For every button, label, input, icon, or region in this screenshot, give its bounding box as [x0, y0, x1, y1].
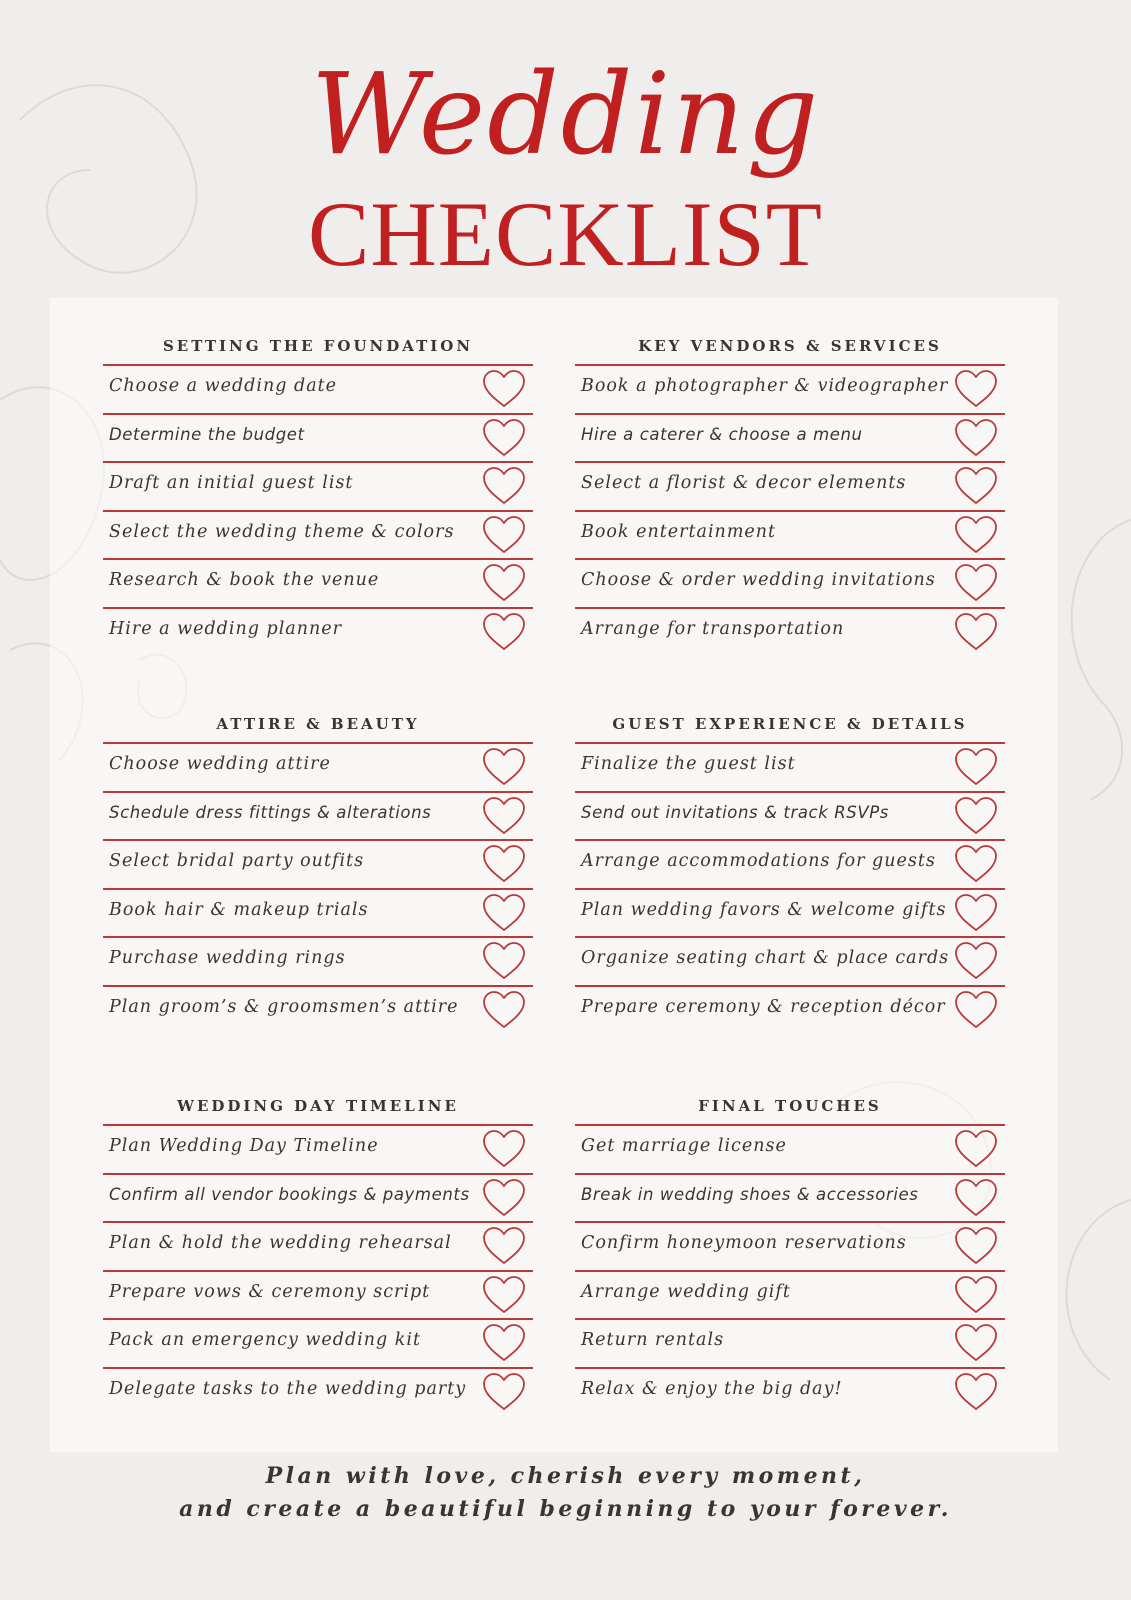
heart-checkbox-icon[interactable] — [481, 1275, 527, 1315]
footer-line-2: and create a beautiful beginning to your forever. — [179, 1496, 952, 1522]
heart-checkbox-icon[interactable] — [953, 1372, 999, 1412]
heart-checkbox-icon[interactable] — [953, 612, 999, 652]
section-guest-experience-details — [575, 716, 1005, 1033]
checklist-item-label: Confirm all vendor bookings & payments — [109, 1184, 470, 1204]
section-final-touches — [575, 1098, 1005, 1415]
checklist-item[interactable] — [575, 558, 1005, 607]
heart-checkbox-icon[interactable] — [481, 844, 527, 884]
checklist-item-label: Determine the budget — [109, 424, 305, 444]
checklist-item-label: Arrange wedding gift — [581, 1281, 791, 1302]
heart-checkbox-icon[interactable] — [953, 844, 999, 884]
checklist-item-label: Book hair & makeup trials — [109, 899, 369, 920]
heart-checkbox-icon[interactable] — [953, 1275, 999, 1315]
checklist-item-label: Return rentals — [581, 1330, 725, 1350]
checklist-item-label: Get marriage license — [581, 1136, 787, 1156]
checklist-item-label: Organize seating chart & place cards — [581, 948, 950, 968]
checklist-item[interactable] — [575, 1221, 1005, 1270]
heart-checkbox-icon[interactable] — [953, 941, 999, 981]
section-title: GUEST EXPERIENCE & DETAILS — [612, 715, 968, 733]
checklist-item-label: Send out invitations & track RSVPs — [581, 802, 890, 822]
checklist-item-label: Schedule dress fittings & alterations — [109, 802, 432, 822]
heart-checkbox-icon[interactable] — [953, 563, 999, 603]
heart-checkbox-icon[interactable] — [481, 418, 527, 458]
heart-checkbox-icon[interactable] — [481, 563, 527, 603]
checklist-item[interactable] — [103, 510, 533, 559]
heart-checkbox-icon[interactable] — [953, 796, 999, 836]
section-title: KEY VENDORS & SERVICES — [638, 337, 942, 355]
checklist-item-label: Plan Wedding Day Timeline — [109, 1136, 379, 1156]
checklist-item[interactable] — [575, 791, 1005, 840]
checklist-item-label: Break in wedding shoes & accessories — [581, 1184, 919, 1204]
checklist-item-label: Hire a wedding planner — [109, 618, 343, 639]
heart-checkbox-icon[interactable] — [953, 1129, 999, 1169]
checklist-item[interactable] — [575, 1367, 1005, 1416]
title-script: Wedding — [310, 50, 821, 180]
checklist-item-label: Research & book the venue — [109, 570, 380, 590]
checklist-item-label: Prepare vows & ceremony script — [109, 1281, 431, 1302]
section-setting-the-foundation — [103, 338, 533, 655]
heart-checkbox-icon[interactable] — [481, 990, 527, 1030]
heart-checkbox-icon[interactable] — [953, 1178, 999, 1218]
checklist-item-label: Choose & order wedding invitations — [581, 570, 936, 590]
heart-checkbox-icon[interactable] — [953, 893, 999, 933]
section-title: ATTIRE & BEAUTY — [216, 715, 420, 733]
heart-checkbox-icon[interactable] — [953, 418, 999, 458]
heart-checkbox-icon[interactable] — [953, 515, 999, 555]
checklist-item-label: Book entertainment — [581, 521, 777, 542]
checklist-item-label: Plan & hold the wedding rehearsal — [109, 1233, 452, 1253]
heart-checkbox-icon[interactable] — [481, 1178, 527, 1218]
section-wedding-day-timeline — [103, 1098, 533, 1415]
checklist-item[interactable] — [575, 364, 1005, 413]
checklist-item[interactable] — [575, 742, 1005, 791]
heart-checkbox-icon[interactable] — [953, 369, 999, 409]
checklist-item-label: Delegate tasks to the wedding party — [109, 1378, 467, 1399]
checklist-item-label: Draft an initial guest list — [109, 473, 354, 493]
checklist-item[interactable] — [575, 607, 1005, 656]
checklist-item[interactable] — [575, 985, 1005, 1034]
checklist-item[interactable] — [575, 888, 1005, 937]
section-title: FINAL TOUCHES — [698, 1097, 882, 1115]
checklist-item-label: Choose a wedding date — [109, 376, 338, 396]
heart-checkbox-icon[interactable] — [481, 893, 527, 933]
checklist-item[interactable] — [103, 936, 533, 985]
checklist-item-label: Arrange accommodations for guests — [581, 851, 936, 871]
footer-line-1: Plan with love, cherish every moment, — [265, 1463, 866, 1489]
checklist-item[interactable] — [103, 461, 533, 510]
section-title: WEDDING DAY TIMELINE — [177, 1097, 459, 1115]
checklist-item-label: Purchase wedding rings — [109, 948, 346, 968]
checklist-item[interactable] — [575, 1124, 1005, 1173]
heart-checkbox-icon[interactable] — [481, 1372, 527, 1412]
checklist-item[interactable] — [103, 1221, 533, 1270]
checklist-item[interactable] — [103, 1318, 533, 1367]
checklist-item[interactable] — [103, 839, 533, 888]
checklist-item-label: Confirm honeymoon reservations — [581, 1233, 907, 1253]
heart-checkbox-icon[interactable] — [481, 369, 527, 409]
section-title: SETTING THE FOUNDATION — [162, 337, 474, 355]
checklist-item[interactable] — [103, 1270, 533, 1319]
checklist-item[interactable] — [103, 558, 533, 607]
heart-checkbox-icon[interactable] — [953, 466, 999, 506]
checklist-item-label: Hire a caterer & choose a menu — [581, 424, 863, 444]
section-key-vendors-services — [575, 338, 1005, 655]
checklist-item-label: Select bridal party outfits — [109, 851, 365, 871]
heart-checkbox-icon[interactable] — [481, 1323, 527, 1363]
heart-checkbox-icon[interactable] — [953, 1226, 999, 1266]
checklist-item[interactable] — [103, 888, 533, 937]
checklist-item-label: Pack an emergency wedding kit — [109, 1330, 422, 1350]
checklist-item-label: Relax & enjoy the big day! — [581, 1378, 843, 1399]
checklist-item-label: Arrange for transportation — [581, 618, 845, 639]
checklist-item-label: Choose wedding attire — [109, 754, 331, 774]
heart-checkbox-icon[interactable] — [481, 747, 527, 787]
heart-checkbox-icon[interactable] — [953, 1323, 999, 1363]
checklist-item[interactable] — [103, 364, 533, 413]
checklist-item-label: Plan wedding favors & welcome gifts — [581, 899, 947, 920]
checklist-item[interactable] — [103, 413, 533, 462]
checklist-item[interactable] — [575, 1173, 1005, 1222]
checklist-item[interactable] — [575, 413, 1005, 462]
checklist-item[interactable] — [103, 1367, 533, 1416]
heart-checkbox-icon[interactable] — [481, 1226, 527, 1266]
title-main: CHECKLIST — [308, 183, 823, 285]
heart-checkbox-icon[interactable] — [481, 941, 527, 981]
footer-quote — [0, 1460, 1131, 1526]
checklist-item[interactable] — [575, 461, 1005, 510]
checklist-item[interactable] — [575, 936, 1005, 985]
heart-checkbox-icon[interactable] — [481, 612, 527, 652]
heart-checkbox-icon[interactable] — [481, 1129, 527, 1169]
heart-checkbox-icon[interactable] — [481, 515, 527, 555]
checklist-item-label: Prepare ceremony & reception décor — [581, 996, 946, 1017]
checklist-item[interactable] — [103, 742, 533, 791]
checklist-item[interactable] — [103, 607, 533, 656]
checklist-item[interactable] — [575, 1318, 1005, 1367]
heart-checkbox-icon[interactable] — [953, 990, 999, 1030]
checklist-item-label: Plan groom’s & groomsmen’s attire — [109, 996, 459, 1017]
checklist-item-label: Book a photographer & videographer — [581, 376, 949, 396]
heart-checkbox-icon[interactable] — [481, 796, 527, 836]
checklist-item[interactable] — [103, 791, 533, 840]
checklist-item-label: Finalize the guest list — [581, 754, 796, 774]
checklist-item-label: Select the wedding theme & colors — [109, 521, 455, 542]
checklist-item[interactable] — [103, 1124, 533, 1173]
section-attire-beauty — [103, 716, 533, 1033]
checklist-item[interactable] — [103, 1173, 533, 1222]
checklist-item[interactable] — [103, 985, 533, 1034]
checklist-item-label: Select a florist & decor elements — [581, 473, 907, 493]
checklist-item[interactable] — [575, 510, 1005, 559]
checklist-item[interactable] — [575, 1270, 1005, 1319]
heart-checkbox-icon[interactable] — [953, 747, 999, 787]
heart-checkbox-icon[interactable] — [481, 466, 527, 506]
checklist-item[interactable] — [575, 839, 1005, 888]
